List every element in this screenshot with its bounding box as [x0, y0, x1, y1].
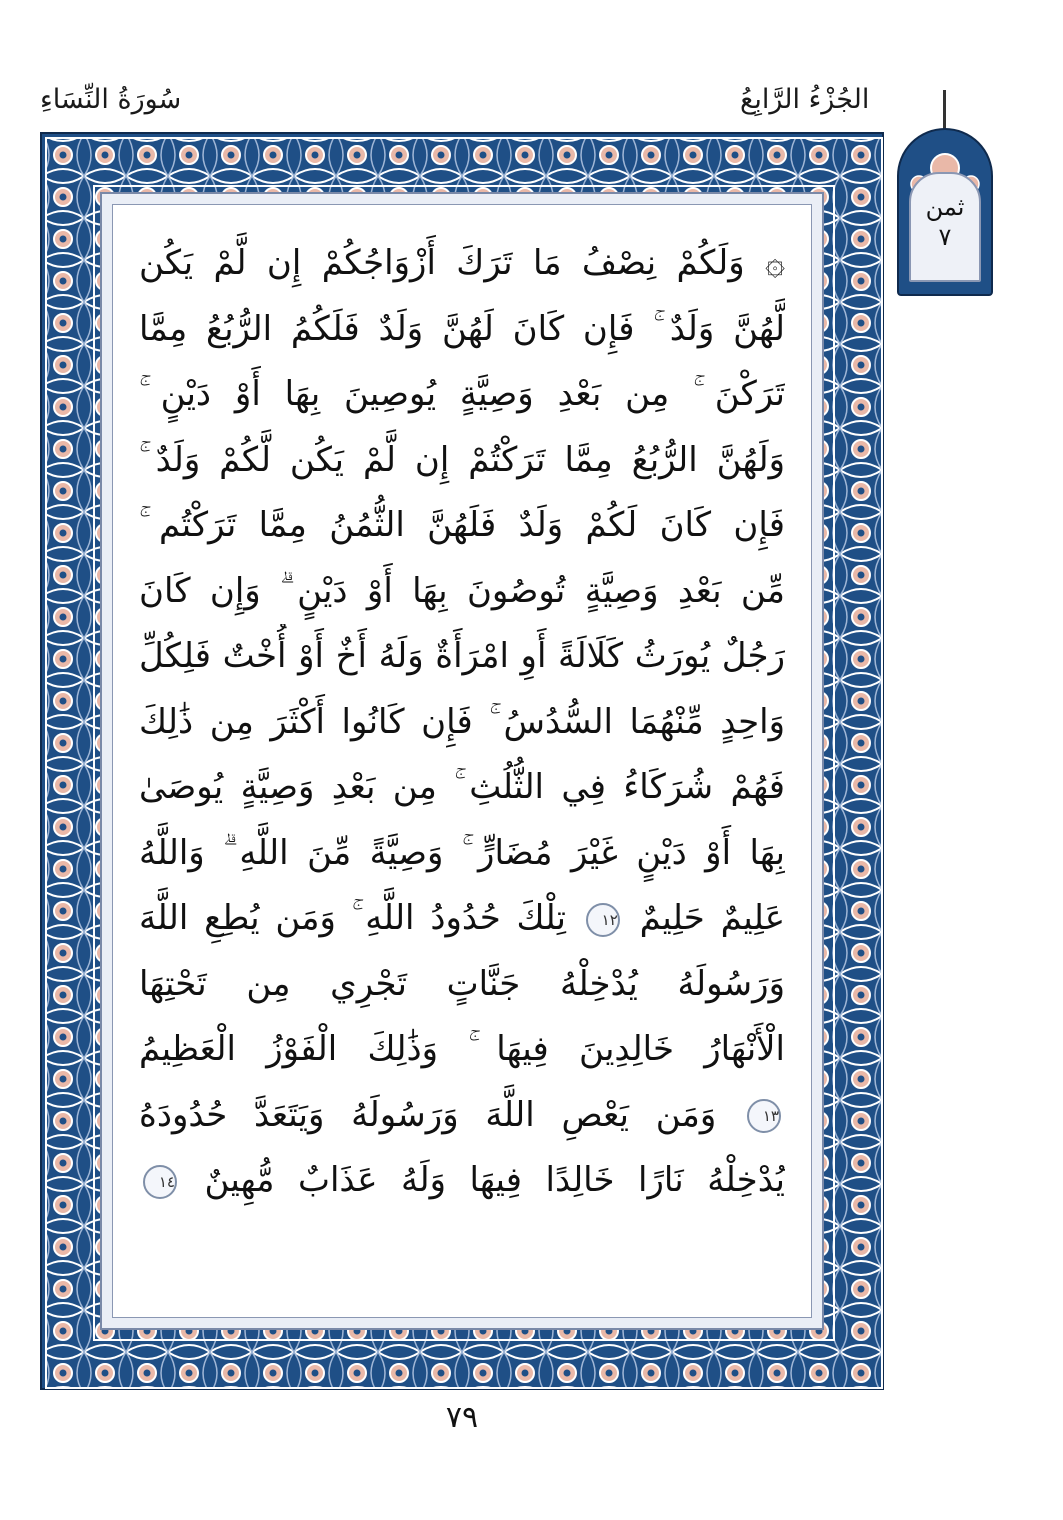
text-line: وَرَسُولَهُ يُدْخِلْهُ جَنَّاتٍ تَجْرِي مِن تَحْتِهَا — [139, 963, 785, 1004]
hizb-label: ثمن — [925, 193, 965, 221]
text-segment: وَمَن يَعْصِ اللَّهَ وَرَسُولَهُ وَيَتَعَدَّ حُدُودَهُ — [139, 1094, 717, 1135]
ayah-number-marker: ١٤ — [143, 1165, 177, 1199]
juz-title: الجُزْءُ الرَّابِعُ — [740, 84, 870, 115]
text-line — [139, 1148, 785, 1214]
text-line: وَاحِدٍ مِّنْهُمَا السُّدُسُ ۚ فَإِن كَانُوا أَكْثَرَ مِن ذَٰلِكَ — [139, 701, 785, 742]
quran-text-area — [112, 204, 812, 1318]
text-line: فَإِن كَانَ لَكُمْ وَلَدٌ فَلَهُنَّ الثُّمُنُ مِمَّا تَرَكْتُم ۚ — [139, 505, 785, 545]
text-line: لَّهُنَّ وَلَدٌ ۚ فَإِن كَانَ لَهُنَّ وَلَدٌ فَلَكُمُ الرُّبُعُ مِمَّا — [139, 308, 785, 349]
ayah-number-marker: ١٢ — [586, 903, 620, 937]
text-line: تَرَكْنَ ۚ مِن بَعْدِ وَصِيَّةٍ يُوصِينَ بِهَا أَوْ دَيْنٍ ۚ — [139, 374, 785, 414]
text-line: ۞ وَلَكُمْ نِصْفُ مَا تَرَكَ أَزْوَاجُكُمْ إِن لَّمْ يَكُن — [139, 243, 785, 283]
ayah-number-marker: ١٣ — [747, 1099, 781, 1133]
text-line: مِّن بَعْدِ وَصِيَّةٍ تُوصُونَ بِهَا أَوْ دَيْنٍ ۗ وَإِن كَانَ — [139, 570, 785, 611]
text-line: بِهَا أَوْ دَيْنٍ غَيْرَ مُضَارٍّ ۚ وَصِيَّةً مِّنَ اللَّهِ ۗ وَاللَّهُ — [139, 832, 785, 873]
marker-inner — [909, 172, 981, 282]
inner-border — [100, 192, 824, 1330]
surah-title: سُورَةُ النِّسَاءِ — [40, 84, 182, 115]
text-line — [139, 1083, 785, 1149]
text-line: فَهُمْ شُرَكَاءُ فِي الثُّلُثِ ۚ مِن بَعْدِ وَصِيَّةٍ يُوصَىٰ — [139, 767, 785, 807]
text-segment: يُدْخِلْهُ نَارًا خَالِدًا فِيهَا وَلَهُ عَذَابٌ مُّهِينٌ — [204, 1160, 785, 1200]
text-line: وَلَهُنَّ الرُّبُعُ مِمَّا تَرَكْتُمْ إِن لَّمْ يَكُن لَّكُمْ وَلَدٌ ۚ — [139, 439, 785, 480]
text-line — [139, 886, 785, 952]
text-line: رَجُلٌ يُورَثُ كَلَالَةً أَوِ امْرَأَةٌ وَلَهُ أَخٌ أَوْ أُخْتٌ فَلِكُلِّ — [139, 636, 785, 676]
page-number: ٧٩ — [445, 1400, 479, 1435]
text-line: الْأَنْهَارُ خَالِدِينَ فِيهَا ۚ وَذَٰلِكَ الْفَوْزُ الْعَظِيمُ — [139, 1029, 785, 1069]
ornamental-frame — [40, 132, 884, 1390]
marker-stem — [943, 90, 946, 130]
text-segment: تِلْكَ حُدُودُ اللَّهِ ۚ وَمَن يُطِعِ اللَّهَ — [139, 898, 566, 938]
text-segment: عَلِيمٌ حَلِيمٌ — [639, 898, 785, 938]
hizb-marker — [897, 90, 993, 300]
hizb-number: ٧ — [938, 223, 952, 251]
